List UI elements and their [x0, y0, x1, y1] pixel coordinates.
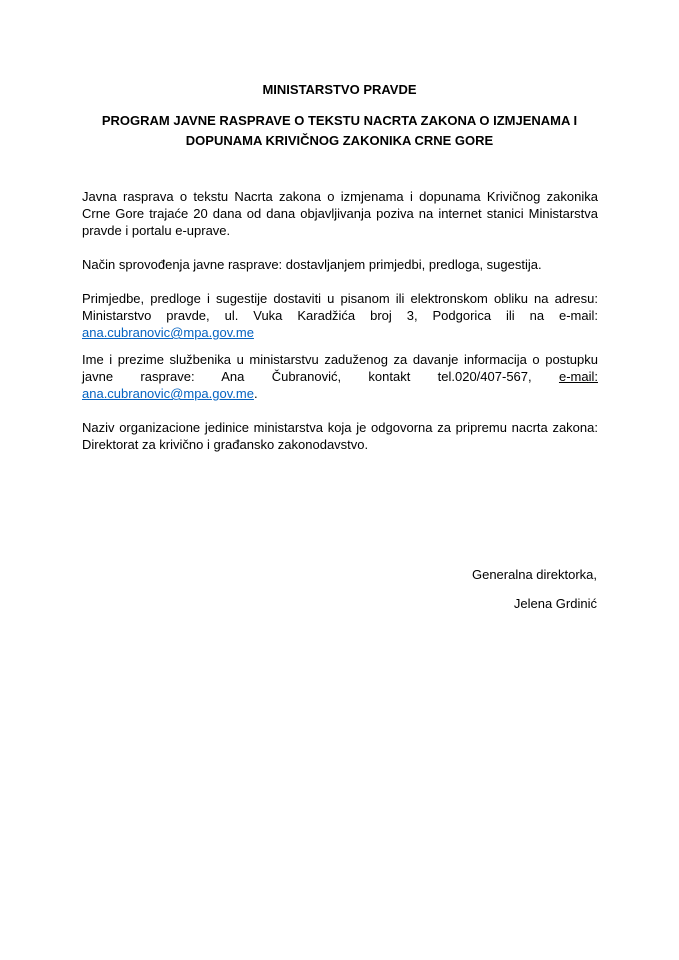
paragraph-submission [82, 290, 598, 341]
signature-role: Generalna direktorka, [471, 567, 597, 582]
ministry-name: MINISTARSTVO PRAVDE [262, 82, 417, 97]
program-title [60, 111, 619, 151]
paragraph-method: Način sprovođenja javne rasprave: dostavljanjem primjedbi, predloga, sugestija. [82, 257, 542, 272]
program-title-line-2: DOPUNAMA KRIVIČNOG ZAKONIKA CRNE GORE [185, 133, 494, 148]
contact-end-period: . [253, 386, 258, 401]
signature-name: Jelena Grdinić [513, 596, 597, 611]
program-title-line-1: PROGRAM JAVNE RASPRAVE O TEKSTU NACRTA ZAKONA O IZMJENAMA I [101, 113, 578, 128]
contact-email-label: e-mail: [558, 369, 598, 384]
paragraph-responsible-unit: Naziv organizacione jedinice ministarstva koja je odgovorna za pripremu nacrta zakona: Direktorat za krivično i građansko zakonodavstvo. [82, 420, 598, 452]
ministry-heading [60, 80, 619, 100]
paragraph-duration: Javna rasprava o tekstu Nacrta zakona o izmjenama i dopunama Krivičnog zakonika Crne Gore trajaće 20 dana od dana objavljivanja poziva na internet stanici Ministarstva pravde i portalu e-uprave. [82, 189, 598, 238]
submission-email-link[interactable]: ana.cubranovic@mpa.gov.me [82, 325, 254, 340]
paragraph-contact [82, 351, 598, 402]
contact-email-link[interactable]: ana.cubranovic@mpa.gov.me [82, 386, 254, 401]
contact-text: Ime i prezime službenika u ministarstvu zaduženog za davanje informacija o postupku javne rasprave: Ana Čubranović, kontakt tel.020/407-567, [82, 352, 598, 384]
submission-text: Primjedbe, predloge i sugestije dostaviti u pisanom ili elektronskom obliku na adresu: Ministarstvo pravde, ul. Vuka Karadžića broj 3, Podgorica ili na e-mail: [82, 291, 598, 323]
